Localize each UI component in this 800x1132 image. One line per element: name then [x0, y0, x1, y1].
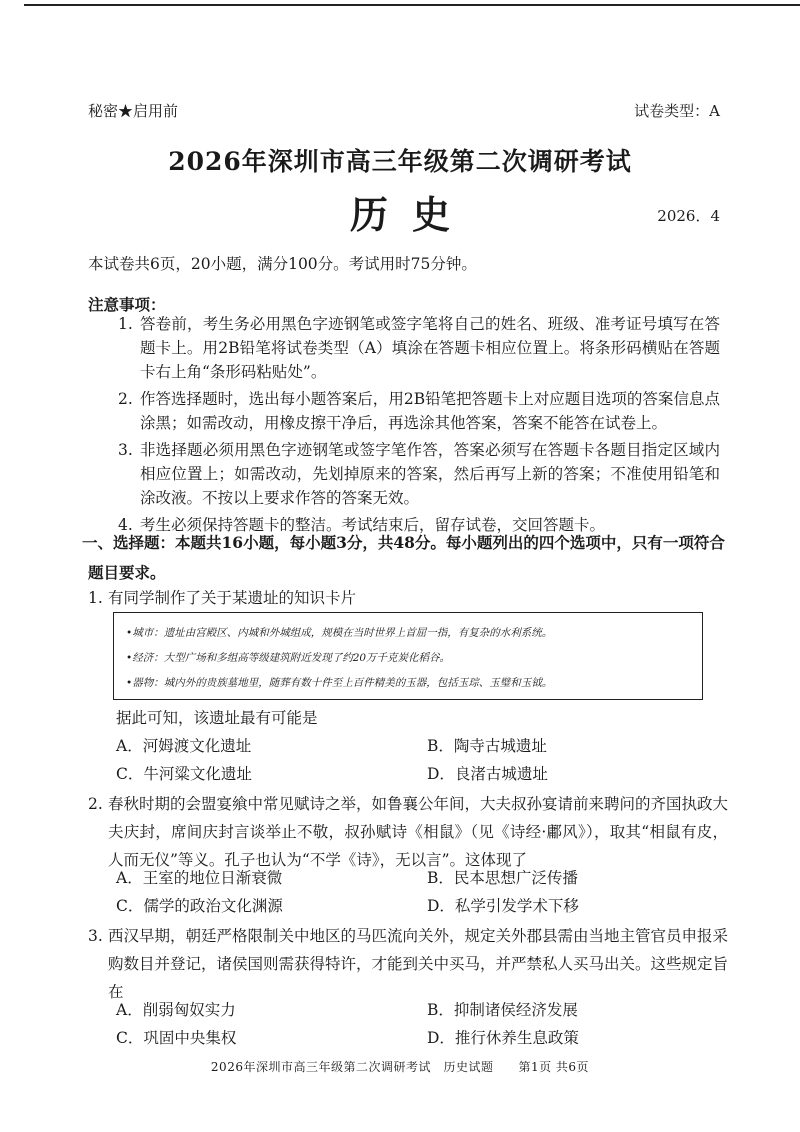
option-c: C．牛河粱文化遗址 — [116, 765, 252, 783]
note-text: 非选择题必须用黑色字迹钢笔或签字笔作答，答案必须写在答题卡各题目指定区域内相应位置上；如需改动，先划掉原来的答案，然后再写上新的答案；不准使用铅笔和涂改液。不按以上要求作答的答案无效。 — [140, 441, 720, 507]
note-text: 作答选择题时，选出每小题答案后，用2B铅笔把答题卡上对应题目选项的答案信息点涂黑；如需改动，用橡皮擦干净后，再选涂其他答案，答案不能答在试卷上。 — [140, 390, 720, 432]
question-stem: 春秋时期的会盟宴飨中常见赋诗之举，如鲁襄公年间，大夫叔孙宴请前来聘问的齐国执政大夫庆封，席间庆封言谈举止不敬，叔孙赋诗《相鼠》（见《诗经·鄘风》），取其“相鼠有皮，人而无仪”等义。孔子也认为“不学《诗》，无以言”。这体现了 — [108, 795, 729, 869]
note-item — [118, 438, 720, 510]
question-number: 3. — [88, 927, 103, 945]
note-item — [118, 312, 720, 384]
option-d: D．私学引发学术下移 — [427, 897, 579, 915]
option-b: B．民本思想广泛传播 — [427, 869, 578, 887]
exam-date: 2026．4 — [657, 207, 720, 225]
notes-heading: 注意事项： — [88, 295, 166, 314]
option-b: B．抑制诸侯经济发展 — [427, 1001, 578, 1019]
note-number: 4. — [118, 516, 133, 534]
question-lead: 据此可知，该遗址最有可能是 — [116, 709, 318, 727]
knowledge-card — [113, 612, 703, 700]
secret-label: 秘密★启用前 — [88, 102, 179, 120]
option-d: D．良渚古城遗址 — [427, 765, 548, 783]
option-a: A．削弱匈奴实力 — [116, 1001, 236, 1019]
note-number: 3. — [118, 441, 133, 459]
page-footer: 2026年深圳市高三年级第二次调研考试 历史试题 第1页 共6页 — [210, 1060, 590, 1074]
question-3 — [88, 922, 728, 1006]
card-line-economy: •经济：大型广场和多组高等级建筑附近发现了约20万千克炭化稻谷。 — [126, 652, 451, 664]
exam-intro: 本试卷共6页，20小题，满分100分。考试用时75分钟。 — [88, 255, 477, 273]
option-a: A．王室的地位日渐衰微 — [116, 869, 283, 887]
option-a: A．河姆渡文化遗址 — [116, 737, 252, 755]
subject-title: 历史 — [349, 192, 474, 237]
question-2 — [88, 790, 728, 874]
note-number: 1. — [118, 315, 133, 333]
top-border-line — [24, 4, 800, 6]
paper-type-label: 试卷类型：A — [634, 102, 720, 120]
question-1 — [88, 584, 728, 612]
card-line-city: •城市：遗址由宫殿区、内城和外城组成，规模在当时世界上首屈一指，有复杂的水利系统。 — [126, 627, 553, 639]
option-c: C．巩固中央集权 — [116, 1029, 237, 1047]
card-line-artifacts: •器物：城内外的贵族墓地里，随葬有数十件至上百件精美的玉器，包括玉琮、玉璧和玉钺。 — [126, 677, 553, 689]
question-number: 1. — [88, 589, 103, 607]
exam-title: 2026年深圳市高三年级第二次调研考试 — [168, 147, 632, 176]
option-d: D．推行休养生息政策 — [427, 1029, 579, 1047]
note-text: 答卷前，考生务必用黑色字迹钢笔或签字笔将自己的姓名、班级、准考证号填写在答题卡上。用2B铅笔将试卷类型（A）填涂在答题卡相应位置上。将条形码横贴在答题卡右上角“条形码粘贴处”。 — [140, 315, 720, 381]
notes-list — [118, 312, 720, 540]
note-text: 考生必须保持答题卡的整洁。考试结束后，留存试卷，交回答题卡。 — [140, 516, 606, 534]
question-number: 2. — [88, 795, 103, 813]
option-c: C．儒学的政治文化渊源 — [116, 897, 283, 915]
question-stem: 有同学制作了关于某遗址的知识卡片 — [108, 589, 357, 607]
question-stem: 西汉早期，朝廷严格限制关中地区的马匹流向关外，规定关外郡县需由当地主管官员申报采购数目并登记，诸侯国则需获得特许，才能到关中买马，并严禁私人买马出关。这些规定旨在 — [108, 927, 729, 1001]
option-b: B．陶寺古城遗址 — [427, 737, 547, 755]
note-item — [118, 387, 720, 435]
note-number: 2. — [118, 390, 133, 408]
section-heading: 一、选择题：本题共16小题，每小题3分，共48分。每小题列出的四个选项中，只有一项符合题目要求。 — [82, 533, 725, 582]
